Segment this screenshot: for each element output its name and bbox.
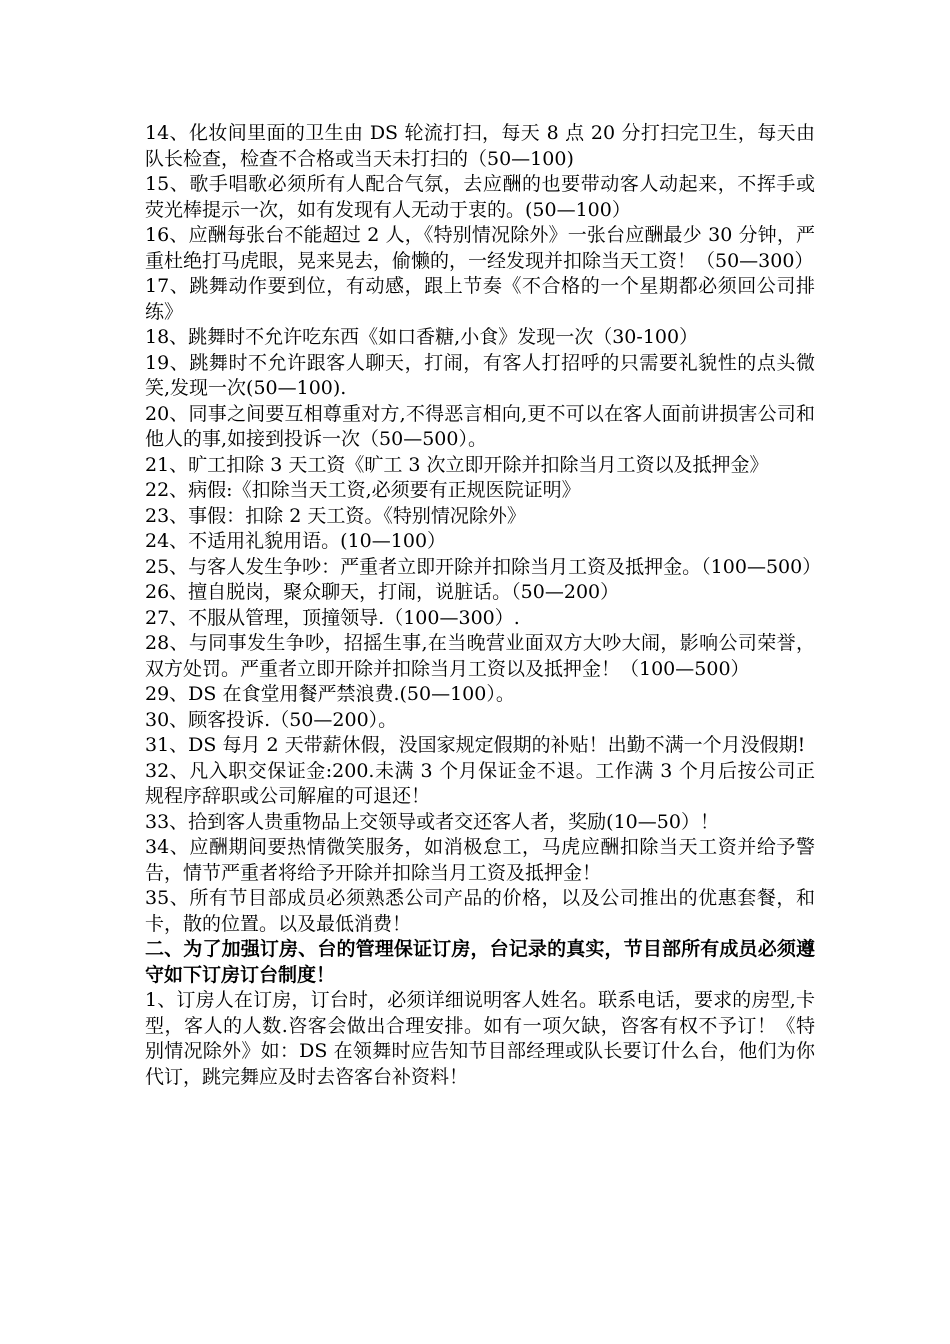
rule-20: 20、同事之间要互相尊重对方,不得恶言相向,更不可以在客人面前讲损害公司和他人的事,如接到投诉一次（50—500）。	[145, 402, 815, 450]
rule-15: 15、歌手唱歌必须所有人配合气氛，去应酬的也要带动客人动起来，不挥手或荧光棒提示一次，如有发现有人无动于衷的。(50—100）	[145, 173, 815, 221]
rule-22: 22、病假:《扣除当天工资,必须要有正规医院证明》	[145, 479, 581, 501]
rule-27: 27、不服从管理，顶撞领导.（100—300）.	[145, 606, 520, 629]
document-page	[145, 121, 822, 1090]
rule-29: 29、DS 在食堂用餐严禁浪费.(50—100）。	[145, 683, 515, 705]
section-heading: 二、为了加强订房、台的管理保证订房，台记录的真实，节目部所有成员必须遵守如下订房订台制度！	[145, 938, 815, 986]
rule-19: 19、跳舞时不允许跟客人聊天，打闹，有客人打招呼的只需要礼貌性的点头微笑,发现一次(50—100).	[145, 351, 815, 399]
rule-26: 26、擅自脱岗，聚众聊天，打闹，说脏话。（50—200）	[145, 581, 620, 603]
rule-35: 35、所有节目部成员必须熟悉公司产品的价格，以及公司推出的优惠套餐，和卡，散的位置。以及最低消费！	[145, 887, 815, 935]
rule-16: 16、应酬每张台不能超过 2 人，《特别情况除外》一张台应酬最少 30 分钟，严重杜绝打马虎眼，晃来晃去，偷懒的，一经发现并扣除当天工资！（50—300）	[145, 224, 815, 272]
rule-21: 21、旷工扣除 3 天工资《旷工 3 次立即开除并扣除当月工资以及抵押金》	[145, 453, 769, 476]
rule-32: 32、凡入职交保证金:200.未满 3 个月保证金不退。工作满 3 个月后按公司正规程序辞职或公司解雇的可退还！	[145, 759, 815, 807]
rule-17: 17、跳舞动作要到位，有动感，跟上节奏《不合格的一个星期都必须回公司排练》	[145, 275, 815, 323]
rule-31: 31、DS 每月 2 天带薪休假，没国家规定假期的补贴！出勤不满一个月没假期!	[145, 734, 806, 756]
rule-30: 30、顾客投诉.（50—200）。	[145, 708, 398, 731]
rule-18: 18、跳舞时不允许吃东西《如口香糖,小食》发现一次（30-100）	[145, 326, 699, 348]
rules-list	[145, 121, 822, 937]
rule-14: 14、化妆间里面的卫生由 DS 轮流打扫，每天 8 点 20 分打扫完卫生，每天由队长检查，检查不合格或当天未打扫的（50—100)	[145, 122, 815, 170]
rule-24: 24、不适用礼貌用语。(10—100）	[145, 530, 447, 552]
rule-33: 33、拾到客人贵重物品上交领导或者交还客人者，奖励(10—50）！	[145, 810, 719, 833]
rule-25: 25、与客人发生争吵：严重者立即开除并扣除当月工资及抵押金。（100—500）	[145, 555, 822, 578]
rule-34: 34、应酬期间要热情微笑服务，如消极怠工，马虎应酬扣除当天工资并给予警告，情节严重者将给予开除并扣除当月工资及抵押金！	[145, 836, 815, 884]
booking-rule-1: 1、订房人在订房，订台时，必须详细说明客人姓名。联系电话，要求的房型,卡型，客人的人数.咨客会做出合理安排。如有一项欠缺，咨客有权不予订！《特别情况除外》如：DS 在领舞时应告知节目部经理或队长要订什么台，他们为你代订，跳完舞应及时去咨客台补资料！	[145, 989, 815, 1088]
rule-23: 23、事假：扣除 2 天工资。《特别情况除外》	[145, 504, 526, 527]
rule-28: 28、与同事发生争吵，招摇生事,在当晚营业面双方大吵大闹，影响公司荣誉，双方处罚。严重者立即开除并扣除当月工资以及抵押金！（100—500）	[145, 632, 815, 680]
